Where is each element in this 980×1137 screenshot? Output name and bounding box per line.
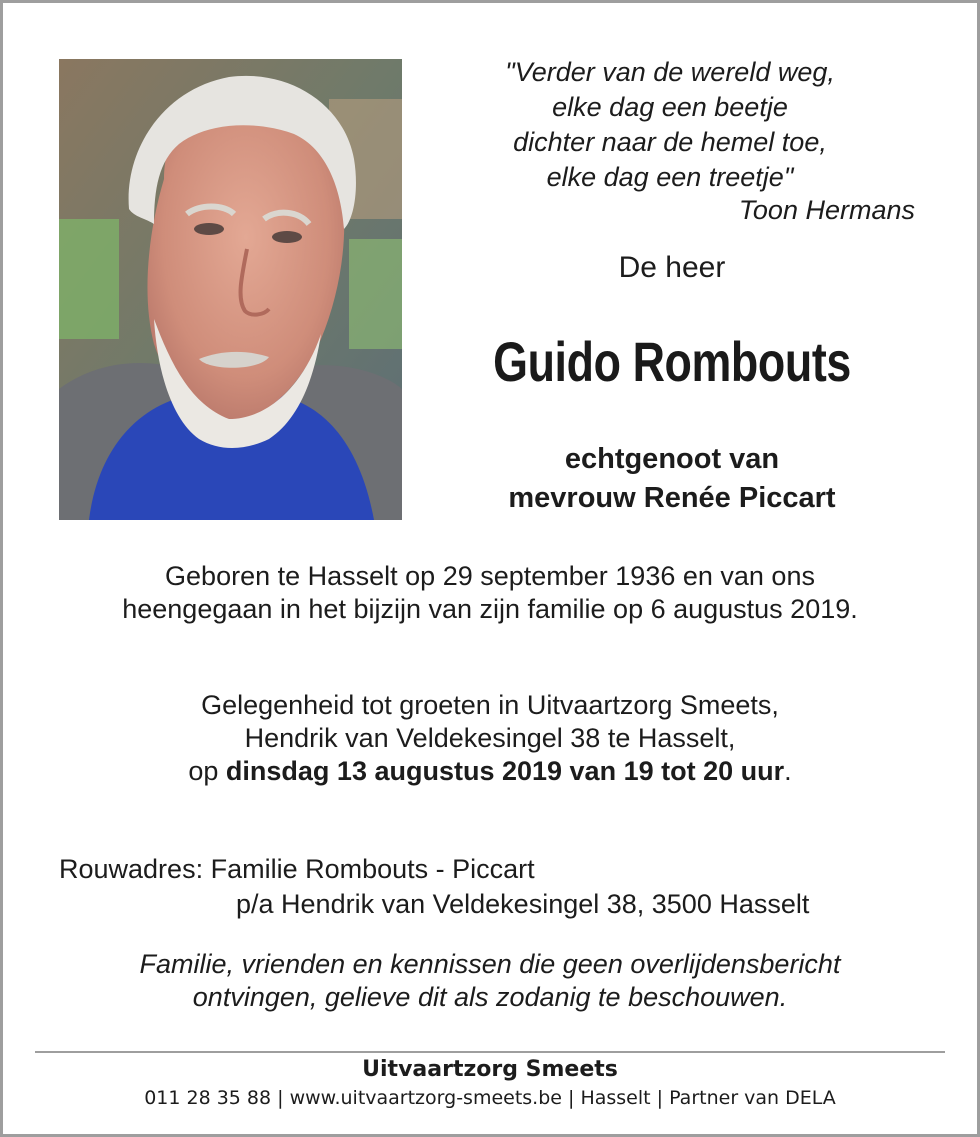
portrait-photo [59,59,402,520]
quote-line: "Verder van de wereld weg, [505,57,835,87]
visitation-date: dinsdag 13 augustus 2019 van 19 tot 20 uur [225,756,785,786]
funeral-home-contact: 011 28 35 88 | www.uitvaartzorg-smeets.be | Hasselt | Partner van DELA [144,1087,836,1109]
visitation-time [0,755,980,788]
relation-text [430,440,914,518]
quote-author: Toon Hermans [738,195,915,225]
birth-death-paragraph [0,560,980,626]
salutation: De heer [618,251,726,284]
memorial-quote [430,55,910,195]
quote-line: elke dag een beetje [552,92,788,122]
visitation-time-suffix: . [784,756,792,786]
quote-line: elke dag een treetje" [546,162,794,192]
quote-line: dichter naar de hemel toe, [513,127,827,157]
portrait-illustration [59,59,402,520]
notice-line: ontvingen, gelieve dit als zodanig te beschouwen. [192,982,788,1012]
footer-divider [35,1051,945,1053]
relation-line: echtgenoot van [564,443,780,475]
visitation-location: Gelegenheid tot groeten in Uitvaartzorg Smeets, [201,690,779,720]
notice-paragraph [0,948,980,1014]
deceased-name: Guido Rombouts [493,330,851,393]
visitation-address: Hendrik van Veldekesingel 38 te Hasselt, [244,723,736,753]
birth-line: Geboren te Hasselt op 29 september 1936 en van ons [165,561,815,591]
notice-line: Familie, vrienden en kennissen die geen overlijdensbericht [139,949,841,979]
spouse-name: mevrouw Renée Piccart [508,482,836,514]
visitation-paragraph [0,689,980,788]
death-line: heengegaan in het bijzijn van zijn familie op 6 augustus 2019. [122,594,858,624]
funeral-home-name: Uitvaartzorg Smeets [362,1057,618,1082]
mourning-address-label: Rouwadres: Familie Rombouts - Piccart [59,854,535,884]
visitation-time-prefix: op [188,756,226,786]
mourning-address: p/a Hendrik van Veldekesingel 38, 3500 Hasselt [236,889,810,919]
